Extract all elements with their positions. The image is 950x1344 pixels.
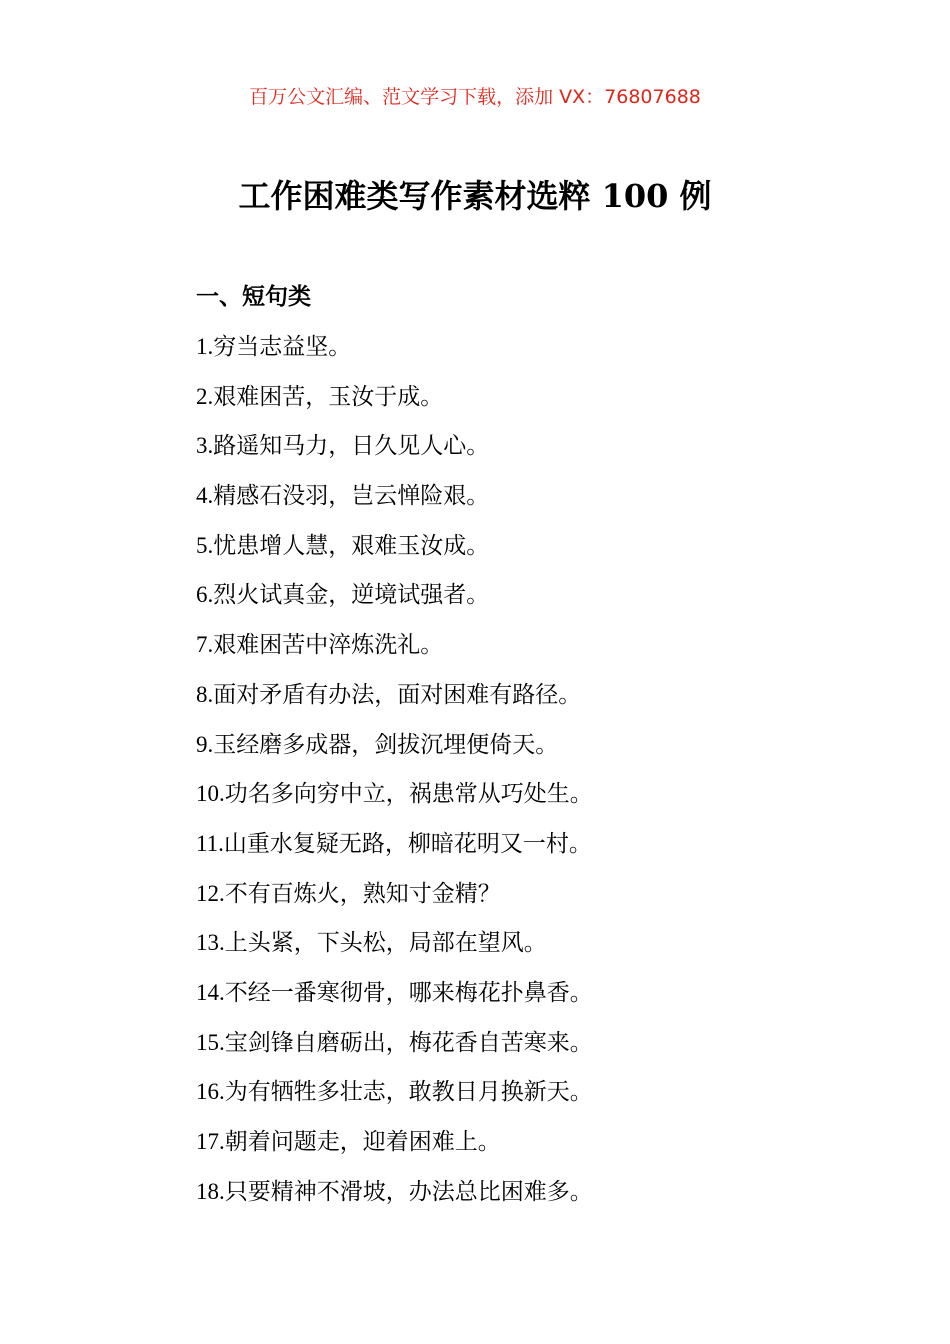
item-number: 18. [196, 1178, 225, 1204]
item-number: 9. [196, 731, 214, 757]
item-text: 朝着问题走，迎着困难上。 [224, 1129, 501, 1155]
list-item [196, 427, 593, 477]
item-text: 忧患增人慧，艰难玉汝成。 [213, 532, 490, 559]
item-text: 穷当志益坚。 [213, 334, 352, 360]
item-number: 3. [196, 433, 214, 459]
item-number: 13. [196, 930, 225, 956]
list-item [196, 676, 593, 726]
list-item [196, 974, 593, 1024]
item-text: 为有牺牲多壮志，敢教日月换新天。 [224, 1079, 593, 1106]
list-item [196, 1123, 593, 1173]
list-item [196, 328, 593, 378]
item-number: 14. [196, 979, 225, 1005]
promo-header-note: 百万公文汇编、范文学习下载，添加 VX：76807688 [249, 86, 701, 108]
item-text: 面对矛盾有办法，面对困难有路径。 [213, 681, 582, 708]
list-item [196, 726, 593, 776]
list-item [196, 825, 593, 875]
item-number: 8. [196, 681, 214, 707]
item-text: 艰难困苦中淬炼洗礼。 [213, 632, 444, 659]
item-number: 2. [196, 383, 214, 409]
item-text: 山重水复疑无路，柳暗花明又一村。 [223, 830, 592, 857]
section-heading: 一、短句类 [196, 284, 311, 310]
item-text: 玉经磨多成器，剑拔沉埋便倚天。 [213, 731, 559, 758]
item-number: 16. [196, 1079, 225, 1105]
item-text: 艰难困苦，玉汝于成。 [213, 383, 444, 410]
list-item [196, 1173, 593, 1223]
item-number: 15. [196, 1029, 225, 1055]
list-item [196, 527, 593, 577]
item-number: 4. [196, 483, 214, 509]
document-title: 工作困难类写作素材选粹 100 例 [238, 177, 712, 215]
item-number: 12. [196, 880, 225, 906]
item-number: 6. [196, 582, 214, 608]
item-number: 11. [196, 830, 224, 856]
item-text: 宝剑锋自磨砺出，梅花香自苦寒来。 [224, 1029, 593, 1056]
sentence-list [196, 328, 593, 1222]
list-item [196, 626, 593, 676]
item-number: 7. [196, 632, 214, 658]
list-item [196, 775, 593, 825]
item-text: 精感石没羽，岂云惮险艰。 [213, 483, 490, 510]
list-item [196, 477, 593, 527]
list-item [196, 924, 593, 974]
item-text: 不经一番寒彻骨，哪来梅花扑鼻香。 [224, 979, 593, 1006]
item-number: 17. [196, 1129, 225, 1154]
item-text: 只要精神不滑坡，办法总比困难多。 [224, 1178, 593, 1205]
list-item [196, 378, 593, 428]
item-text: 路遥知马力，日久见人心。 [213, 433, 490, 460]
item-text: 不有百炼火，熟知寸金精？ [224, 880, 501, 907]
item-number: 5. [196, 532, 214, 558]
list-item [196, 576, 593, 626]
list-item [196, 875, 593, 925]
item-number: 10. [196, 781, 225, 807]
item-number: 1. [196, 334, 214, 359]
item-text: 上头紧，下头松，局部在望风。 [224, 930, 547, 957]
list-item [196, 1024, 593, 1074]
list-item [196, 1073, 593, 1123]
item-text: 功名多向穷中立，祸患常从巧处生。 [224, 781, 593, 808]
item-text: 烈火试真金，逆境试强者。 [213, 582, 490, 609]
